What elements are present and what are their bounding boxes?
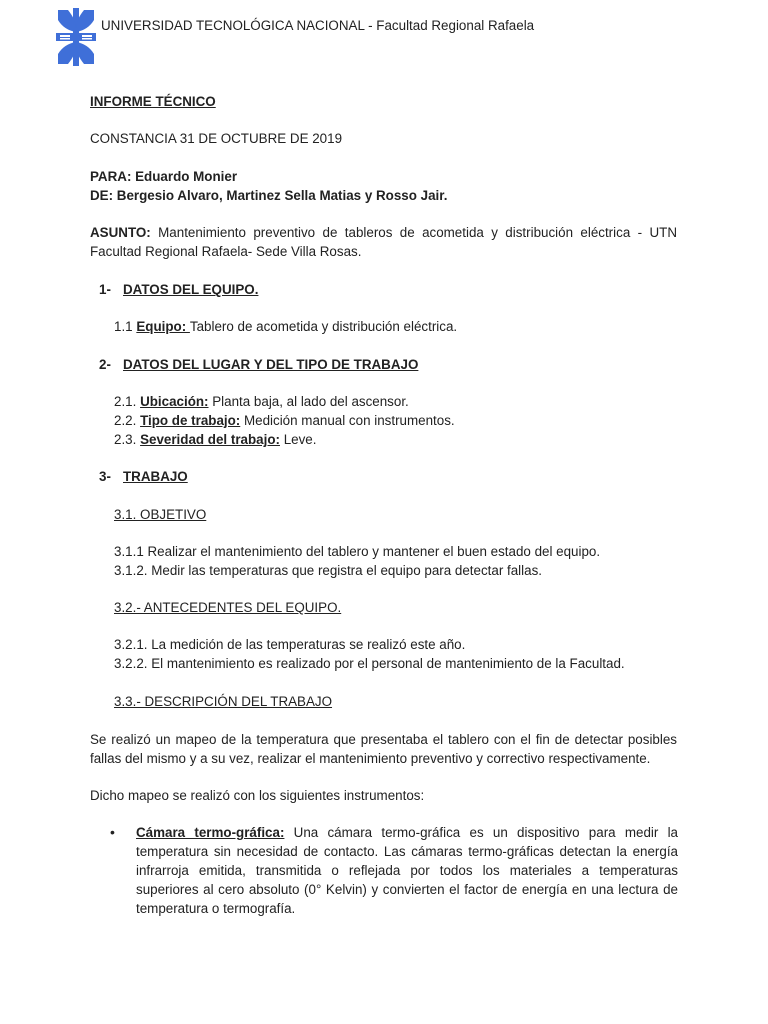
subject-text: Mantenimiento preventivo de tableros de acometida y distribución eléctrica - UTN Facultad Regional Rafaela- Sede Villa Rosas. [90, 225, 677, 259]
description-paragraph: Se realizó un mapeo de la temperatura que presentaba el tablero con el fin de detectar posibles fallas del mismo y a su vez, realizar el mantenimiento preventivo y correctivo respectivamente. [90, 732, 677, 766]
item-label: Equipo: [136, 319, 190, 334]
list-item: 3.2.1. La medición de las temperaturas se realizó este año. [114, 637, 466, 652]
list-item [114, 392, 409, 411]
report-title: INFORME TÉCNICO [90, 94, 216, 109]
item-label: Ubicación: [140, 394, 209, 409]
recipient-line: PARA: Eduardo Monier [90, 169, 238, 184]
item-text: Medición manual con instrumentos. [240, 413, 455, 428]
item-text: Planta baja, al lado del ascensor. [208, 394, 409, 409]
list-item: 3.1.1 Realizar el mantenimiento del tablero y mantener el buen estado del equipo. [114, 544, 601, 559]
camera-text: Una cámara termo-gráfica es un dispositivo para medir la temperatura sin necesidad de contacto. Las cámaras termo-gráficas detectan la energía infrarroja emitida, transmitida o reflejada por todos los materiales a temperaturas superiores al cero absoluto (0° Kelvin) y convierten el factor de energía en una lectura de temperatura o termografía. [136, 825, 679, 916]
item-text: Leve. [279, 432, 317, 447]
section-3-title: TRABAJO [123, 469, 188, 484]
utn-logo-icon [54, 6, 98, 68]
item-number: 1.1 [114, 319, 137, 334]
section-2-number: 2- [99, 357, 111, 372]
camera-label: Cámara termo-gráfica: [136, 825, 285, 840]
section-3-number: 3- [99, 469, 111, 484]
date-line: CONSTANCIA 31 DE OCTUBRE DE 2019 [90, 131, 343, 146]
section-1-number: 1- [99, 282, 111, 297]
institution-header: UNIVERSIDAD TECNOLÓGICA NACIONAL - Facultad Regional Rafaela [101, 18, 535, 33]
list-item [114, 430, 316, 449]
instruments-intro: Dicho mapeo se realizó con los siguientes instrumentos: [90, 788, 425, 803]
item-label: Tipo de trabajo: [140, 413, 241, 428]
section-1-title: DATOS DEL EQUIPO. [123, 282, 259, 297]
descripcion-title: 3.3.- DESCRIPCIÓN DEL TRABAJO [114, 694, 333, 709]
item-number: 2.1. [114, 394, 141, 409]
section-1-heading [99, 280, 258, 299]
section-2-heading [99, 355, 418, 374]
subject-paragraph [90, 223, 677, 261]
section-1-item [114, 317, 457, 336]
list-item [114, 411, 455, 430]
sender-line: DE: Bergesio Alvaro, Martinez Sella Matias y Rosso Jair. [90, 188, 448, 203]
section-2-title: DATOS DEL LUGAR Y DEL TIPO DE TRABAJO [123, 357, 419, 372]
section-3-heading [99, 467, 188, 486]
item-number: 2.2. [114, 413, 141, 428]
list-item: 3.2.2. El mantenimiento es realizado por el personal de mantenimiento de la Facultad. [114, 656, 625, 671]
camera-bullet-paragraph [136, 823, 678, 918]
objetivo-title: 3.1. OBJETIVO [114, 507, 207, 522]
item-label: Severidad del trabajo: [140, 432, 280, 447]
subject-label: ASUNTO: [90, 225, 151, 240]
list-item: 3.1.2. Medir las temperaturas que registra el equipo para detectar fallas. [114, 563, 542, 578]
antecedentes-title: 3.2.- ANTECEDENTES DEL EQUIPO. [114, 600, 342, 615]
bullet-icon: • [110, 824, 115, 840]
item-number: 2.3. [114, 432, 141, 447]
item-text: Tablero de acometida y distribución eléctrica. [189, 319, 458, 334]
